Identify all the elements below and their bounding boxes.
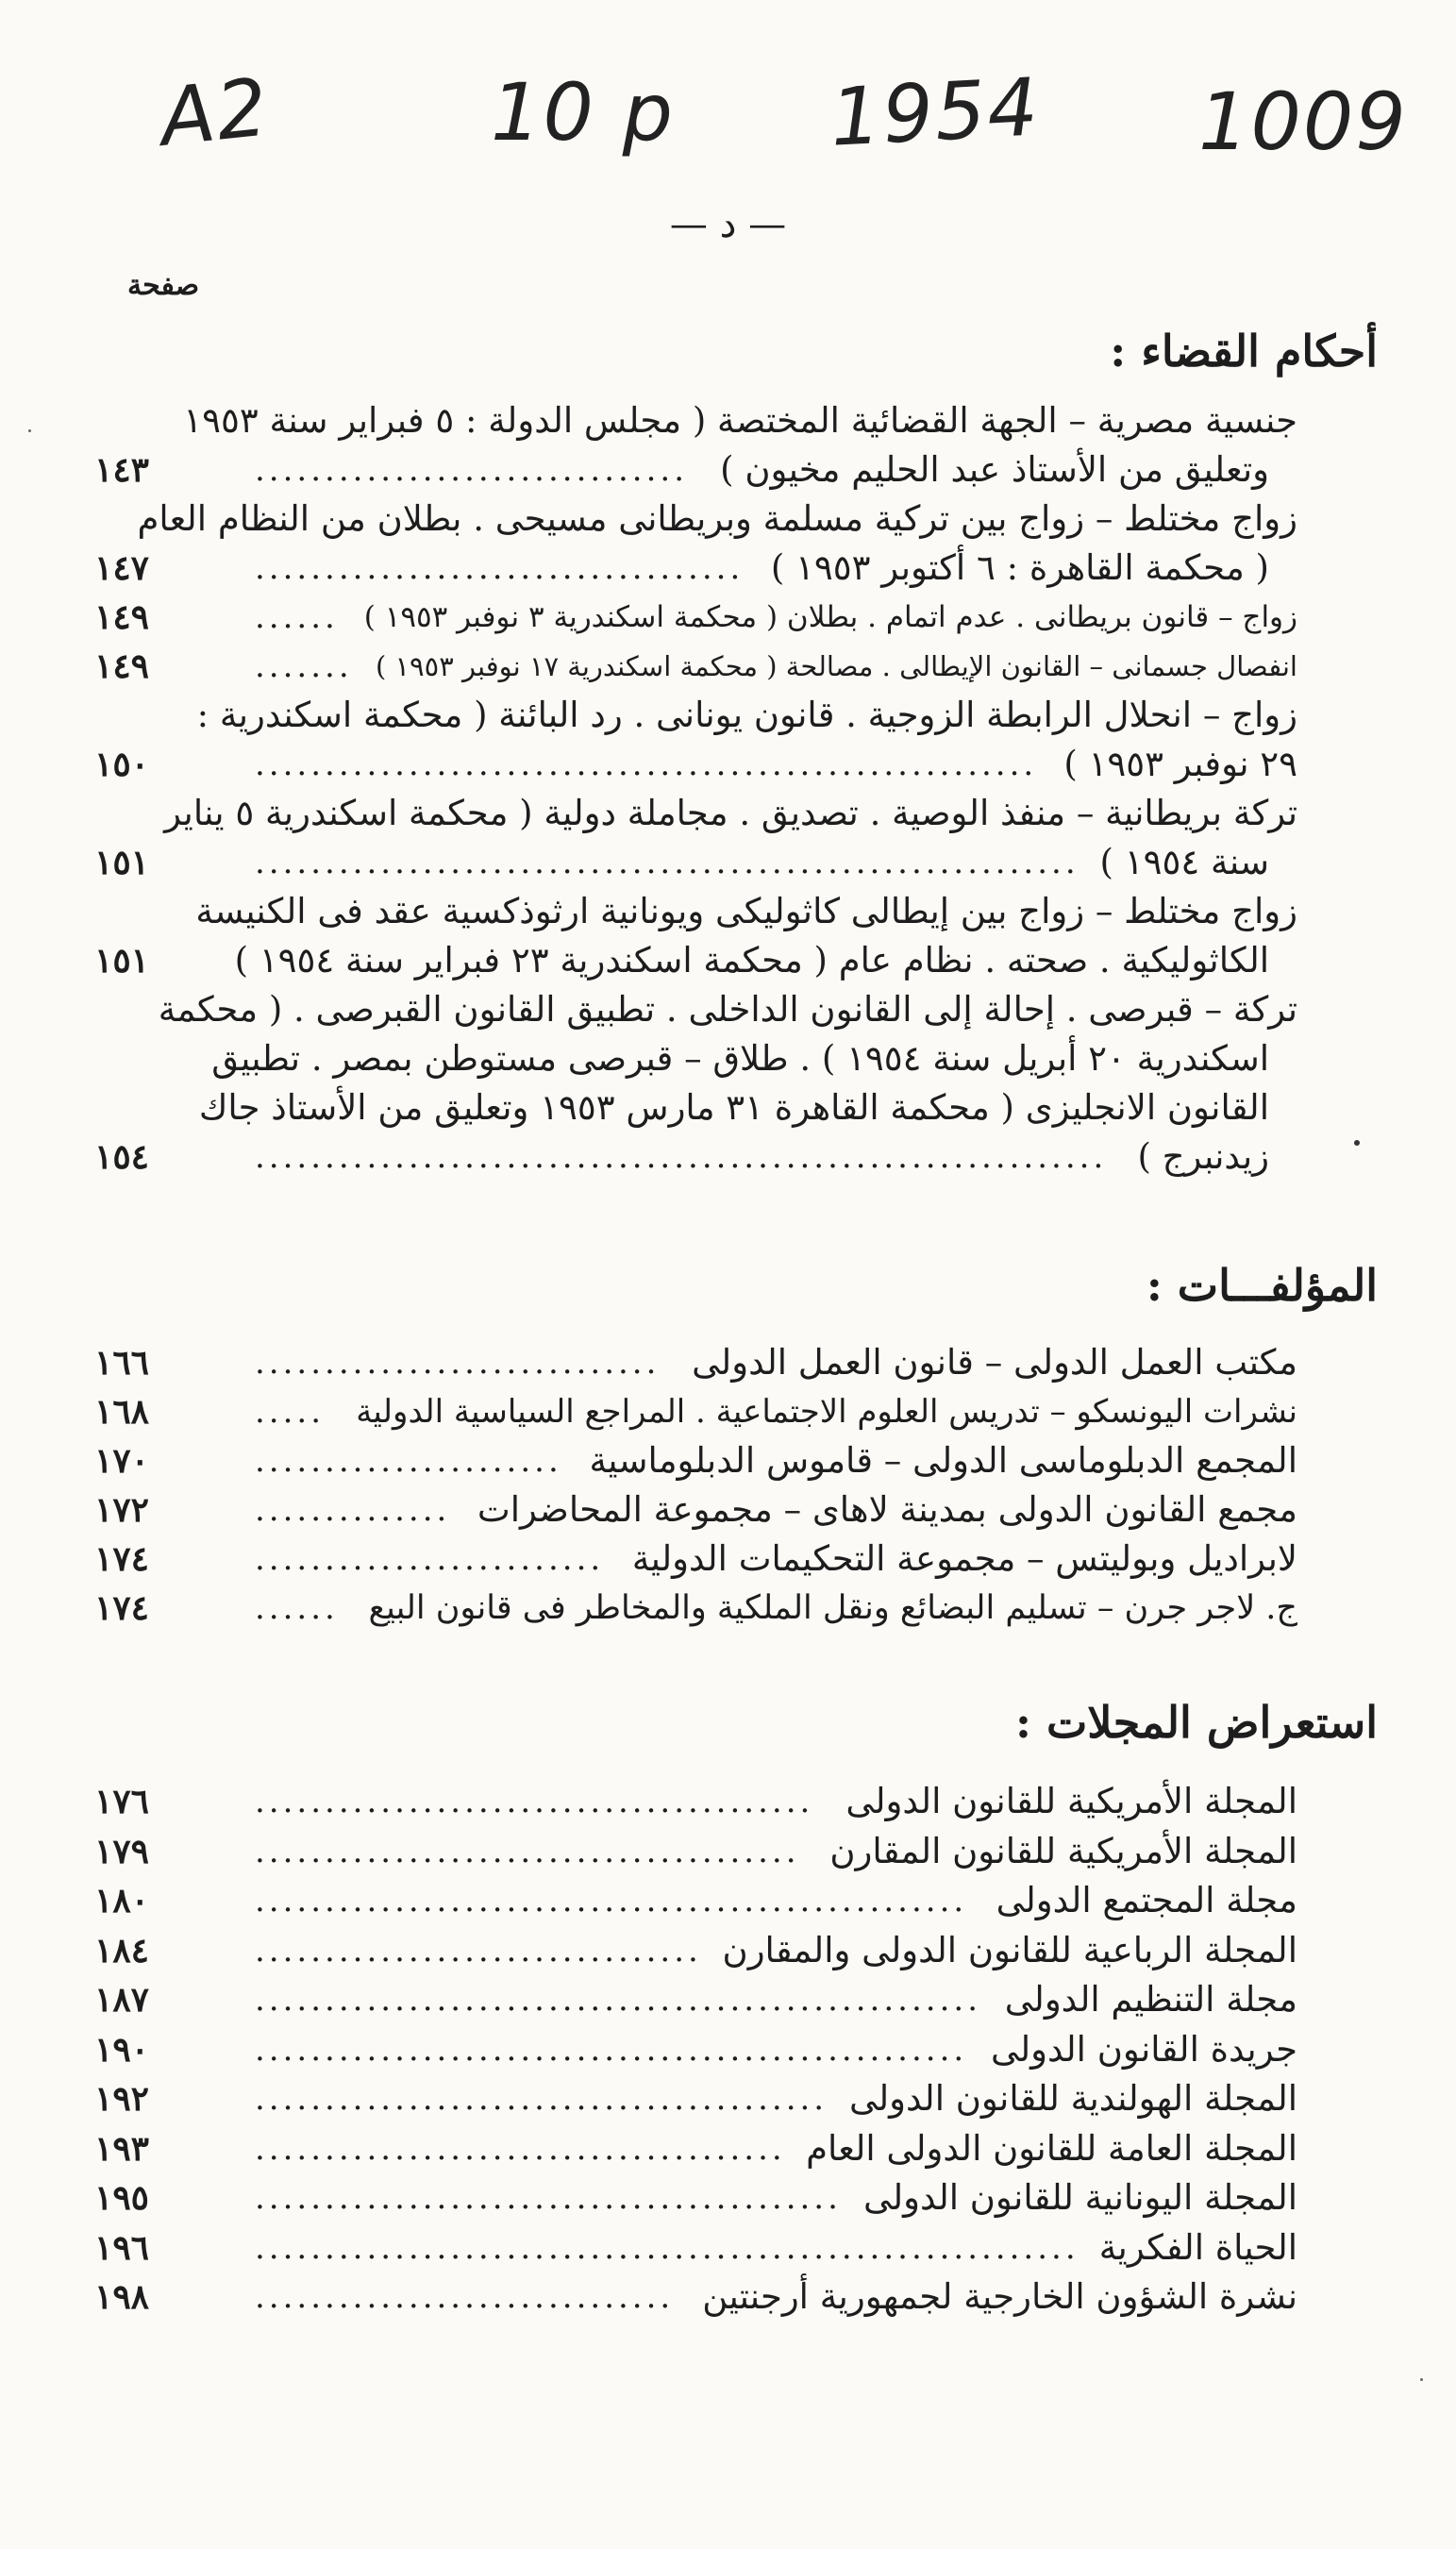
toc-entry	[94, 1132, 1378, 1182]
entry-text: ٢٩ نوفبر ١٩٥٣ )	[1063, 744, 1297, 784]
section-heading: أحكام القضاء :	[1110, 326, 1378, 377]
dot-leader: ..........................................	[255, 2179, 842, 2217]
dot-leader: ...................................................	[255, 2030, 968, 2069]
stray-mark	[1354, 1140, 1360, 1146]
dot-leader: ...................................................	[255, 1882, 968, 1920]
dot-leader: ..............................	[255, 2278, 675, 2316]
toc-entry	[94, 1034, 1378, 1083]
entry-text: انفصال جسمانى – القانون الإيطالى . مصالحة ( محكمة اسكندرية ١٧ نوفبر ١٩٥٣ )	[375, 650, 1297, 682]
dot-leader: ......	[255, 598, 339, 636]
toc-entry	[94, 1534, 1378, 1584]
page-number: ١٦٦	[94, 1343, 150, 1383]
toc-entry	[94, 1387, 1378, 1436]
dot-leader: ...........................................................	[255, 844, 1079, 881]
toc-entry	[94, 936, 1378, 985]
toc-entry	[94, 445, 1378, 495]
dot-leader: .........................	[255, 1540, 605, 1578]
page-number: ١٥٠	[94, 745, 150, 784]
dot-leader: ..............	[255, 1491, 451, 1529]
toc-entry	[94, 1083, 1378, 1132]
page-number: ١٧٤	[94, 1588, 150, 1628]
toc-entry	[94, 838, 1378, 887]
dot-leader: ................................	[255, 1931, 702, 1970]
entry-text: مجمع القانون الدولى بمدينة لاهاى – مجموعة المحاضرات	[477, 1489, 1297, 1530]
toc-entry	[94, 1777, 1378, 1826]
entry-text: المجلة الرباعية للقانون الدولى والمقارن	[722, 1929, 1297, 1970]
handwritten-note: 1009	[1198, 75, 1408, 168]
page-number: ١٧٢	[94, 1490, 150, 1530]
dot-leader: ......	[255, 1589, 339, 1627]
toc-entry	[94, 1926, 1378, 1975]
entry-text: الحياة الفكرية	[1098, 2226, 1297, 2268]
dot-leader: .........................................	[255, 2080, 828, 2118]
toc-entry	[94, 1876, 1378, 1925]
toc-entry	[94, 1338, 1378, 1387]
toc-entry	[94, 396, 1378, 445]
handwritten-note: 1954	[828, 60, 1043, 164]
dot-leader: .......................................	[255, 1832, 800, 1870]
page-number: ١٩٥	[94, 2178, 150, 2218]
page-number: ١٩٦	[94, 2227, 150, 2268]
toc-entry	[94, 593, 1378, 642]
page-number: ١٦٨	[94, 1392, 150, 1432]
dot-leader: ........................................	[255, 1783, 814, 1820]
entry-text: القانون الانجليزى ( محكمة القاهرة ٣١ مارس ١٩٥٣ وتعليق من الأستاذ جاك	[198, 1087, 1269, 1128]
page-number: ١٤٣	[94, 450, 150, 490]
page-number: ١٥٤	[94, 1137, 150, 1177]
handwritten-note: 10 p	[491, 66, 675, 159]
entry-text: المجلة اليونانية للقانون الدولى	[863, 2177, 1297, 2218]
toc-entry	[94, 1975, 1378, 2024]
entry-text: لابراديل وبوليتس – مجموعة التحكيمات الدولية	[631, 1538, 1297, 1579]
entry-text: المجلة الأمريكية للقانون الدولى	[845, 1781, 1297, 1821]
entry-text: جنسية مصرية – الجهة القضائية المختصة ( مجلس الدولة : ٥ فبراير سنة ١٩٥٣	[183, 400, 1297, 441]
entry-text: مكتب العمل الدولى – قانون العمل الدولى	[692, 1342, 1297, 1383]
dot-leader: ........................................................	[255, 746, 1038, 783]
toc-entry	[94, 2272, 1378, 2322]
entry-text: زيدنبرج )	[1137, 1136, 1269, 1177]
page-number: ١٩٣	[94, 2128, 150, 2169]
toc-entry	[94, 887, 1378, 936]
page-number: ١٧٦	[94, 1782, 150, 1821]
page-number: ١٨٧	[94, 1980, 150, 2020]
page-number: ١٥١	[94, 843, 150, 882]
entry-text: نشرة الشؤون الخارجية لجمهورية أرجنتين	[702, 2276, 1297, 2317]
toc-entry	[94, 642, 1378, 691]
toc-entry	[94, 1584, 1378, 1633]
page-number: ١٩٢	[94, 2079, 150, 2119]
entry-text: زواج – انحلال الرابطة الزوجية . قانون يونانى . رد البائنة ( محكمة اسكندرية :	[196, 695, 1297, 735]
page-number: ١٧٩	[94, 1831, 150, 1871]
entry-text: تركة بريطانية – منفذ الوصية . تصديق . مجاملة دولية ( محكمة اسكندرية ٥ يناير	[164, 793, 1297, 833]
page-number: ١٩٨	[94, 2277, 150, 2317]
entry-text: الكاثوليكية . صحته . نظام عام ( محكمة اسكندرية ٢٣ فبراير سنة ١٩٥٤ )	[234, 940, 1269, 981]
dot-leader: .....	[255, 1393, 326, 1431]
dot-leader: ...............................	[255, 451, 689, 489]
entry-text: تركة – قبرصى . إحالة إلى القانون الداخلى . تطبيق القانون القبرصى . ( محكمة	[158, 989, 1297, 1030]
toc-entry	[94, 740, 1378, 789]
entry-text: المجمع الدبلوماسى الدولى – قاموس الدبلوماسية	[589, 1440, 1297, 1481]
dot-leader: .............................	[255, 1344, 661, 1382]
dot-leader: .............................................................	[255, 1138, 1108, 1176]
page-number: ١٤٩	[94, 646, 150, 686]
entry-text: نشرات اليونسكو – تدريس العلوم الاجتماعية . المراجع السياسية الدولية	[356, 1393, 1297, 1431]
dot-leader: ......................................	[255, 2129, 786, 2168]
entry-text: زواج – قانون بريطانى . عدم اتمام . بطلان ( محكمة اسكندرية ٣ نوفبر ١٩٥٣ )	[363, 600, 1297, 634]
entry-text: زواج مختلط – زواج بين تركية مسلمة وبريطانى مسيحى . بطلان من النظام العام	[137, 498, 1297, 539]
entry-text: مجلة المجتمع الدولى	[996, 1880, 1297, 1920]
entry-text: المجلة الأمريكية للقانون المقارن	[829, 1830, 1297, 1871]
entry-text: ( محكمة القاهرة : ٦ أكتوبر ١٩٥٣ )	[770, 547, 1269, 588]
entry-text: مجلة التنظيم الدولى	[1004, 1979, 1297, 2020]
entry-text: المجلة العامة للقانون الدولى العام	[806, 2127, 1297, 2169]
page-letter: — د —	[669, 203, 787, 246]
toc-entry	[94, 691, 1378, 740]
page-number: ١٨٠	[94, 1881, 150, 1920]
toc-entry	[94, 985, 1378, 1034]
dot-leader: ...........................................................	[255, 2228, 1079, 2267]
toc-entry	[94, 2173, 1378, 2222]
page-number: ١٥١	[94, 941, 150, 981]
toc-entry	[94, 1485, 1378, 1534]
entry-text: وتعليق من الأستاذ عبد الحليم مخيون )	[720, 449, 1269, 490]
section-heading: استعراض المجلات :	[1014, 1697, 1378, 1748]
toc-entry	[94, 2074, 1378, 2123]
dot-leader: .......	[255, 647, 353, 685]
section-heading: المؤلفـــات :	[1146, 1260, 1378, 1311]
page-number: ١٧٤	[94, 1539, 150, 1579]
stray-mark	[1420, 2378, 1423, 2381]
entry-text: جريدة القانون الدولى	[991, 2028, 1297, 2070]
entry-text: ج. لاجر جرن – تسليم البضائع ونقل الملكية والمخاطر فى قانون البيع	[368, 1589, 1297, 1627]
entry-text: المجلة الهولندية للقانون الدولى	[849, 2078, 1297, 2119]
toc-entry	[94, 789, 1378, 838]
page-number: ١٧٠	[94, 1441, 150, 1481]
stray-mark	[28, 429, 31, 432]
dot-leader: ...................................	[255, 549, 745, 587]
page-number: ١٤٧	[94, 548, 150, 588]
entry-text: سنة ١٩٥٤ )	[1099, 842, 1269, 882]
page-column-label: صفحة	[127, 269, 200, 302]
entry-text: زواج مختلط – زواج بين إيطالى كاثوليكى ويونانية ارثوذكسية عقد فى الكنيسة	[195, 891, 1297, 931]
entry-text: اسكندرية ٢٠ أبريل سنة ١٩٥٤ ) . طلاق – قبرصى مستوطن بمصر . تطبيق	[211, 1038, 1269, 1079]
toc-entry	[94, 2223, 1378, 2272]
page-number: ١٩٠	[94, 2029, 150, 2070]
toc-entry	[94, 495, 1378, 544]
dot-leader: ....................................................	[255, 1981, 981, 2019]
page-number: ١٤٩	[94, 597, 150, 637]
toc-entry	[94, 2025, 1378, 2074]
toc-entry	[94, 1827, 1378, 1876]
dot-leader: ......................	[255, 1442, 562, 1480]
toc-entry	[94, 2124, 1378, 2173]
toc-entry	[94, 544, 1378, 593]
handwritten-note: A2	[156, 60, 274, 164]
toc-entry	[94, 1436, 1378, 1485]
page-number: ١٨٤	[94, 1930, 150, 1970]
